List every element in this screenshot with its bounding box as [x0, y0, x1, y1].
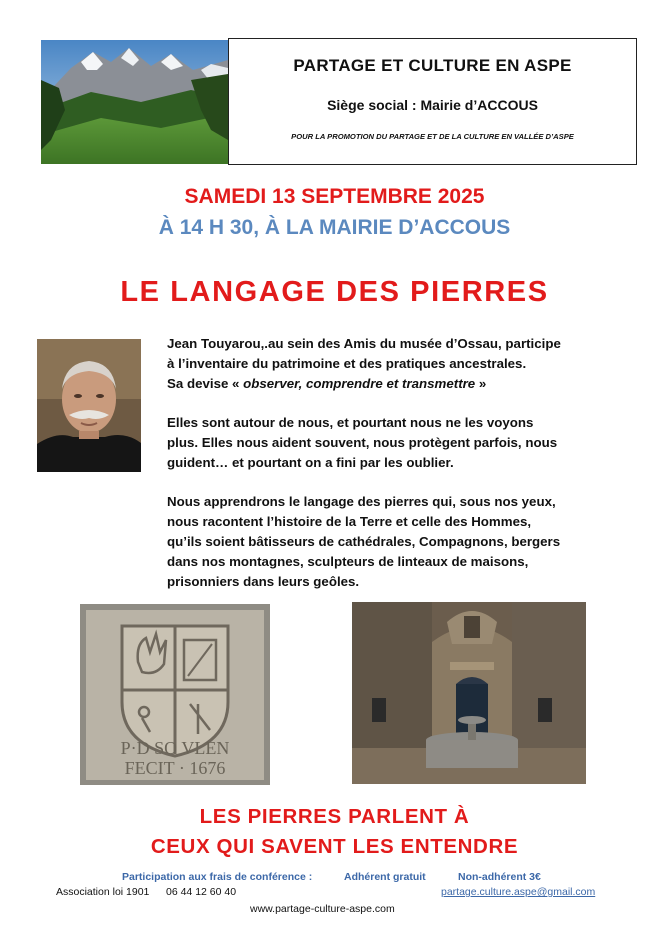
text-line: guident… et pourtant on a fini par les oublier. [167, 455, 454, 470]
association-status: Association loi 1901 [56, 886, 150, 898]
text-line: prisonniers dans leurs geôles. [167, 574, 360, 589]
text-line: dans nos montagnes, sculpteurs de linteaux de maisons, [167, 554, 529, 569]
event-time-place: À 14 H 30, À LA MAIRIE D’ACCOUS [158, 216, 511, 239]
event-date: SAMEDI 13 SEPTEMBRE 2025 [184, 185, 485, 208]
motto: observer, comprendre et transmettre [243, 376, 476, 391]
event-title: LE LANGAGE DES PIERRES [120, 276, 549, 308]
text-line: Sa devise « [167, 376, 244, 391]
speaker-paragraph [167, 334, 637, 394]
website-link[interactable]: www.partage-culture-aspe.com [250, 903, 395, 915]
text-line: Elles sont autour de nous, et pourtant nous ne les voyons [167, 415, 534, 430]
text-line: qu’ils soient bâtisseurs de cathédrales, Compagnons, bergers [167, 534, 561, 549]
siege-social: Siège social : Mairie d’ACCOUS [327, 97, 538, 113]
intro-paragraph [167, 413, 637, 473]
text-line: » [475, 376, 487, 391]
speaker-portrait [37, 339, 141, 472]
closing-line-2: CEUX QUI SAVENT LES ENTENDRE [150, 835, 519, 858]
adherent-price: Adhérent gratuit [344, 871, 426, 883]
email-link[interactable]: partage.culture.aspe@gmail.com [441, 886, 596, 898]
text-line: Jean Touyarou,.au sein des Amis du musée d’Ossau, participe [167, 336, 561, 351]
mountain-landscape-photo [41, 40, 228, 164]
header-box [228, 38, 637, 165]
text-line: à l’inventaire du patrimoine et des pratiques ancestrales. [167, 356, 527, 371]
tagline: POUR LA PROMOTION DU PARTAGE ET DE LA CULTURE EN VALLÉE D’ASPE [291, 132, 574, 141]
content-paragraph [167, 492, 637, 592]
participation-label: Participation aux frais de conférence : [122, 871, 313, 883]
phone-number: 06 44 12 60 40 [166, 886, 237, 898]
text-line: Nous apprendrons le langage des pierres qui, sous nos yeux, [167, 494, 556, 509]
text-line: nous racontent l’histoire de la Terre et celle des Hommes, [167, 514, 532, 529]
stone-inscription-line2: FECIT · 1676 [124, 758, 226, 778]
text-line: plus. Elles nous aident souvent, nous protègent parfois, nous [167, 435, 558, 450]
non-adherent-price: Non-adhérent 3€ [458, 871, 541, 883]
closing-line-1: LES PIERRES PARLENT À [199, 805, 470, 828]
organization-name: PARTAGE ET CULTURE EN ASPE [293, 56, 572, 75]
stone-inscription-line1: P·D SO VLEN [120, 738, 230, 758]
church-facade-photo [352, 602, 586, 784]
description-text [167, 334, 637, 611]
carved-stone-photo [80, 604, 270, 785]
